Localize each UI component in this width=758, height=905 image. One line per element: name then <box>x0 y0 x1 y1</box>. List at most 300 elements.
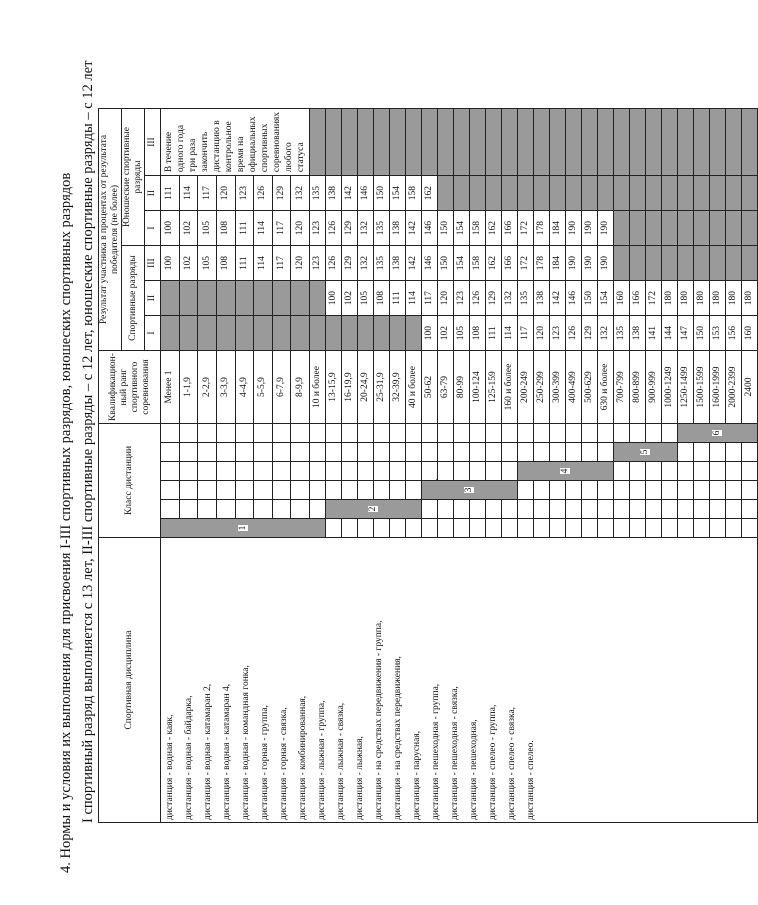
value-cell: 102 <box>438 316 454 351</box>
class-cell-empty <box>422 519 438 538</box>
class-cell-empty <box>678 443 694 462</box>
value-cell <box>342 316 358 351</box>
class-cell-empty <box>726 462 742 481</box>
value-cell: 123 <box>454 281 470 316</box>
value-cell: 172 <box>518 246 534 281</box>
class-cell-empty <box>534 519 550 538</box>
value-cell <box>406 108 422 175</box>
rank-cell: 700-799 <box>614 351 630 424</box>
value-cell: 111 <box>486 316 502 351</box>
class-cell-empty <box>254 481 273 500</box>
value-cell: 111 <box>235 246 254 281</box>
class-cell-empty <box>662 519 678 538</box>
value-cell <box>406 316 422 351</box>
rank-cell: 32-39,9 <box>390 351 406 424</box>
class-cell-empty <box>678 519 694 538</box>
class-cell-empty <box>179 443 198 462</box>
value-cell: 138 <box>534 281 550 316</box>
discipline-item: дистанция - лыжная, <box>355 736 365 820</box>
value-cell <box>742 176 758 211</box>
value-cell <box>422 108 438 175</box>
class-cell-empty <box>694 443 710 462</box>
value-cell: 111 <box>390 281 406 316</box>
class-cell-empty <box>291 500 310 519</box>
value-cell <box>291 281 310 316</box>
class-cell-empty <box>614 424 630 443</box>
discipline-item: дистанция - пешеходная - связка, <box>450 686 460 820</box>
class-cell-empty <box>486 500 502 519</box>
value-cell: 129 <box>582 316 598 351</box>
value-cell: 111 <box>161 176 180 211</box>
class-cell-empty <box>534 443 550 462</box>
class-cell-empty <box>235 500 254 519</box>
value-cell <box>390 316 406 351</box>
value-cell: 100 <box>422 316 438 351</box>
value-cell <box>614 246 630 281</box>
value-cell: 105 <box>358 281 374 316</box>
value-cell <box>742 246 758 281</box>
rank-cell: 300-399 <box>550 351 566 424</box>
value-cell: 123 <box>550 316 566 351</box>
class-cell-empty <box>614 462 630 481</box>
value-cell: 126 <box>566 316 582 351</box>
value-cell <box>614 211 630 246</box>
value-cell <box>614 108 630 175</box>
value-cell: 160 <box>614 281 630 316</box>
rank-cell: 40 и более <box>406 351 422 424</box>
value-cell: 162 <box>422 176 438 211</box>
rank-cell: 1250-1499 <box>678 351 694 424</box>
class-cell-empty <box>310 462 326 481</box>
value-cell <box>662 246 678 281</box>
rank-cell: Менее 1 <box>161 351 180 424</box>
class-cell-empty <box>630 519 646 538</box>
value-cell: 166 <box>630 281 646 316</box>
class-cell-empty <box>486 443 502 462</box>
value-cell: 154 <box>390 176 406 211</box>
class-cell-empty <box>502 462 518 481</box>
value-cell <box>630 246 646 281</box>
value-cell: 108 <box>216 246 235 281</box>
class-cell-empty <box>272 500 291 519</box>
value-cell: 105 <box>454 316 470 351</box>
value-cell: 180 <box>662 281 678 316</box>
value-cell <box>726 246 742 281</box>
value-cell: 102 <box>179 211 198 246</box>
value-cell <box>598 108 614 175</box>
discipline-item: дистанция - на средствах передвижения - группа, <box>374 620 384 820</box>
class-cell-empty <box>454 462 470 481</box>
value-cell <box>630 108 646 175</box>
class-cell-empty <box>291 481 310 500</box>
value-cell <box>646 246 662 281</box>
value-cell <box>454 176 470 211</box>
class-cell-empty <box>342 424 358 443</box>
discipline-item: дистанция - лыжная - связка, <box>336 702 346 820</box>
class-cell <box>678 424 758 443</box>
class-cell-empty <box>518 424 534 443</box>
rank-cell: 1600-1999 <box>710 351 726 424</box>
rank-cell: 5-5,9 <box>254 351 273 424</box>
class-cell-empty <box>582 500 598 519</box>
value-cell: 154 <box>454 246 470 281</box>
class-cell-empty <box>742 500 758 519</box>
class-cell-empty <box>742 462 758 481</box>
value-cell: 180 <box>726 281 742 316</box>
class-cell-empty <box>614 481 630 500</box>
class-cell-empty <box>310 443 326 462</box>
value-cell <box>566 176 582 211</box>
class-cell-empty <box>470 500 486 519</box>
value-cell <box>726 108 742 175</box>
value-cell: 132 <box>598 316 614 351</box>
value-cell: 150 <box>438 211 454 246</box>
header-youth-ranks: Юношеские спортивные разряды <box>122 108 145 245</box>
class-cell-empty <box>582 443 598 462</box>
class-cell-empty <box>550 481 566 500</box>
class-label: 5 <box>640 449 650 455</box>
class-cell-empty <box>518 519 534 538</box>
class-cell-empty <box>216 462 235 481</box>
value-cell <box>694 246 710 281</box>
class-cell-empty <box>358 443 374 462</box>
class-cell-empty <box>630 500 646 519</box>
value-cell: 146 <box>566 281 582 316</box>
value-cell: 166 <box>502 246 518 281</box>
class-cell-empty <box>710 519 726 538</box>
rank-cell: 2-2,9 <box>198 351 217 424</box>
class-cell-empty <box>438 443 454 462</box>
value-cell: 138 <box>630 316 646 351</box>
rank-cell: 3-3,9 <box>216 351 235 424</box>
class-cell-empty <box>272 443 291 462</box>
value-cell: 108 <box>216 211 235 246</box>
class-cell-empty <box>291 443 310 462</box>
value-cell <box>662 176 678 211</box>
value-cell: 108 <box>374 281 390 316</box>
value-cell: 108 <box>470 316 486 351</box>
value-cell <box>694 108 710 175</box>
discipline-item: дистанция - комбинированная, <box>298 695 308 820</box>
class-cell-empty <box>662 462 678 481</box>
value-cell: 100 <box>161 211 180 246</box>
class-cell-empty <box>726 519 742 538</box>
rank-cell: 63-79 <box>438 351 454 424</box>
value-cell <box>216 316 235 351</box>
class-cell-empty <box>254 500 273 519</box>
value-cell <box>646 176 662 211</box>
rank-cell: 8-9,9 <box>291 351 310 424</box>
header-result: Результат участника в процентах от результата победителя (не более) <box>99 108 122 350</box>
value-cell <box>614 176 630 211</box>
class-cell-empty <box>694 500 710 519</box>
value-cell <box>291 316 310 351</box>
value-cell: 178 <box>534 246 550 281</box>
class-cell-empty <box>662 481 678 500</box>
class-cell-empty <box>582 481 598 500</box>
value-cell: 120 <box>291 246 310 281</box>
rank-cell: 800-899 <box>630 351 646 424</box>
value-cell <box>710 246 726 281</box>
class-cell-empty <box>161 462 180 481</box>
class-cell-empty <box>342 443 358 462</box>
discipline-item: дистанция - водная - катамаран 4, <box>222 683 232 820</box>
value-cell <box>254 281 273 316</box>
class-cell-empty <box>374 519 390 538</box>
value-cell: 132 <box>291 176 310 211</box>
class-cell-empty <box>235 481 254 500</box>
value-cell: 105 <box>198 211 217 246</box>
value-cell <box>550 108 566 175</box>
rank-cell: 10 и более <box>310 351 326 424</box>
header-discipline: Спортивная дисциплина <box>99 538 161 823</box>
class-cell-empty <box>358 462 374 481</box>
class-cell-empty <box>470 443 486 462</box>
value-cell: 102 <box>342 281 358 316</box>
value-cell: 138 <box>390 211 406 246</box>
value-cell <box>742 108 758 175</box>
rank-cell: 250-299 <box>534 351 550 424</box>
value-cell <box>161 316 180 351</box>
discipline-item: дистанция - спелео - связка, <box>507 706 517 820</box>
class-cell-empty <box>598 443 614 462</box>
document-title: 4. Нормы и условия их выполнения для присвоения I-III спортивных разрядов, юношеских спортивных разрядов <box>58 172 74 873</box>
class-cell-empty <box>726 481 742 500</box>
value-cell: 180 <box>710 281 726 316</box>
value-cell <box>454 108 470 175</box>
value-cell: 166 <box>502 211 518 246</box>
value-cell <box>710 108 726 175</box>
value-cell: 129 <box>342 246 358 281</box>
class-cell-empty <box>502 443 518 462</box>
class-cell-empty <box>390 424 406 443</box>
value-cell <box>310 316 326 351</box>
value-cell: 153 <box>710 316 726 351</box>
value-cell <box>662 211 678 246</box>
value-cell: 158 <box>406 176 422 211</box>
class-cell-empty <box>582 519 598 538</box>
class-cell-empty <box>291 462 310 481</box>
rank-cell: 80-99 <box>454 351 470 424</box>
class-cell-empty <box>291 424 310 443</box>
value-cell: 135 <box>518 281 534 316</box>
value-cell: 146 <box>422 211 438 246</box>
value-cell: 184 <box>550 211 566 246</box>
class-cell-empty <box>678 481 694 500</box>
class-cell-empty <box>454 443 470 462</box>
value-cell <box>662 108 678 175</box>
value-cell: 141 <box>646 316 662 351</box>
value-cell <box>710 176 726 211</box>
value-cell: 126 <box>326 211 342 246</box>
value-cell: 120 <box>291 211 310 246</box>
value-cell: 114 <box>254 246 273 281</box>
rank-cell: 400-499 <box>566 351 582 424</box>
class-label: 6 <box>712 430 722 436</box>
value-cell: 117 <box>198 176 217 211</box>
class-cell-empty <box>742 481 758 500</box>
value-cell: 114 <box>179 176 198 211</box>
rank-cell: 13-15,9 <box>326 351 342 424</box>
class-cell-empty <box>406 443 422 462</box>
value-cell: 158 <box>470 246 486 281</box>
class-cell-empty <box>454 519 470 538</box>
value-cell: 117 <box>422 281 438 316</box>
value-cell: 190 <box>582 211 598 246</box>
class-cell-empty <box>710 462 726 481</box>
rank-cell: 4-4,9 <box>235 351 254 424</box>
class-cell-empty <box>646 424 662 443</box>
class-cell-empty <box>454 424 470 443</box>
class-cell-empty <box>470 424 486 443</box>
class-cell-empty <box>710 443 726 462</box>
class-cell-empty <box>310 424 326 443</box>
class-cell-empty <box>502 500 518 519</box>
class-cell-empty <box>710 481 726 500</box>
class-cell-empty <box>694 481 710 500</box>
class-cell-empty <box>406 424 422 443</box>
class-cell-empty <box>272 462 291 481</box>
value-cell: 190 <box>598 246 614 281</box>
class-cell-empty <box>678 462 694 481</box>
class-cell-empty <box>550 519 566 538</box>
value-cell <box>694 176 710 211</box>
value-cell <box>678 176 694 211</box>
class-cell-empty <box>726 443 742 462</box>
rank-cell: 1500-1599 <box>694 351 710 424</box>
norms-table <box>98 108 758 823</box>
rank-cell: 160 и более <box>502 351 518 424</box>
value-cell: 144 <box>662 316 678 351</box>
value-cell <box>566 108 582 175</box>
value-cell: 142 <box>550 281 566 316</box>
class-cell-empty <box>374 481 390 500</box>
value-cell <box>358 316 374 351</box>
youth-iii-note: В течение одного года три раза закончить дистанцию в контрольное время на официальных спортивных соревнованиях любого статуса <box>161 108 310 175</box>
class-label: 2 <box>368 506 378 512</box>
value-cell <box>502 108 518 175</box>
class-cell-empty <box>406 481 422 500</box>
class-cell-empty <box>342 481 358 500</box>
table-body <box>161 108 758 822</box>
value-cell: 117 <box>272 246 291 281</box>
class-cell <box>326 500 422 519</box>
value-cell <box>678 246 694 281</box>
value-cell: 100 <box>326 281 342 316</box>
class-cell-empty <box>422 443 438 462</box>
rank-cell: 100-124 <box>470 351 486 424</box>
class-cell-empty <box>254 443 273 462</box>
class-cell-empty <box>272 424 291 443</box>
value-cell: 117 <box>272 211 291 246</box>
value-cell: 184 <box>550 246 566 281</box>
value-cell: 129 <box>272 176 291 211</box>
value-cell: 132 <box>358 211 374 246</box>
class-cell-empty <box>358 519 374 538</box>
value-cell: 123 <box>310 211 326 246</box>
value-cell: 162 <box>486 246 502 281</box>
class-cell-empty <box>630 481 646 500</box>
rank-cell: 2000-2399 <box>726 351 742 424</box>
value-cell: 162 <box>486 211 502 246</box>
class-cell-empty <box>486 519 502 538</box>
value-cell: 114 <box>254 211 273 246</box>
value-cell <box>198 316 217 351</box>
value-cell: 135 <box>614 316 630 351</box>
value-cell <box>742 211 758 246</box>
col-header: III <box>145 108 161 175</box>
value-cell: 142 <box>342 176 358 211</box>
value-cell: 190 <box>566 246 582 281</box>
value-cell: 120 <box>438 281 454 316</box>
value-cell: 150 <box>582 281 598 316</box>
class-cell-empty <box>502 519 518 538</box>
rank-cell: 1000-1249 <box>662 351 678 424</box>
col-header: II <box>145 176 161 211</box>
class-cell <box>161 519 326 538</box>
class-cell-empty <box>390 481 406 500</box>
value-cell: 150 <box>374 176 390 211</box>
class-cell-empty <box>161 424 180 443</box>
class-cell-empty <box>198 443 217 462</box>
class-cell-empty <box>566 424 582 443</box>
discipline-item: дистанция - на средствах передвижения, <box>393 656 403 820</box>
class-cell-empty <box>342 462 358 481</box>
value-cell <box>374 108 390 175</box>
class-cell-empty <box>179 481 198 500</box>
value-cell: 154 <box>454 211 470 246</box>
class-cell-empty <box>161 500 180 519</box>
class-cell-empty <box>550 500 566 519</box>
class-cell-empty <box>374 424 390 443</box>
class-cell-empty <box>518 500 534 519</box>
class-cell-empty <box>518 443 534 462</box>
class-cell-empty <box>566 481 582 500</box>
class-cell-empty <box>390 462 406 481</box>
value-cell <box>630 176 646 211</box>
rank-cell: 500-629 <box>582 351 598 424</box>
class-cell-empty <box>161 443 180 462</box>
class-cell-empty <box>179 500 198 519</box>
class-cell-empty <box>646 519 662 538</box>
value-cell: 100 <box>161 246 180 281</box>
class-cell-empty <box>438 519 454 538</box>
value-cell: 146 <box>358 176 374 211</box>
class-cell-empty <box>662 500 678 519</box>
discipline-item: дистанция - водная - командная гонка, <box>241 665 251 820</box>
class-cell-empty <box>694 519 710 538</box>
class-cell-empty <box>710 500 726 519</box>
value-cell: 126 <box>470 281 486 316</box>
value-cell <box>342 108 358 175</box>
class-cell-empty <box>235 424 254 443</box>
rank-cell: 1-1,9 <box>179 351 198 424</box>
rank-cell: 2400 <box>742 351 758 424</box>
value-cell: 135 <box>310 176 326 211</box>
class-cell-empty <box>326 462 342 481</box>
class-label: 4 <box>560 468 570 474</box>
col-header: I <box>145 316 161 351</box>
class-cell-empty <box>598 500 614 519</box>
value-cell: 129 <box>486 281 502 316</box>
value-cell: 146 <box>422 246 438 281</box>
discipline-item: дистанция - водная - каяк, <box>165 714 175 820</box>
value-cell <box>486 108 502 175</box>
value-cell <box>310 108 326 175</box>
class-cell-empty <box>198 481 217 500</box>
value-cell: 135 <box>374 246 390 281</box>
class-cell-empty <box>566 500 582 519</box>
